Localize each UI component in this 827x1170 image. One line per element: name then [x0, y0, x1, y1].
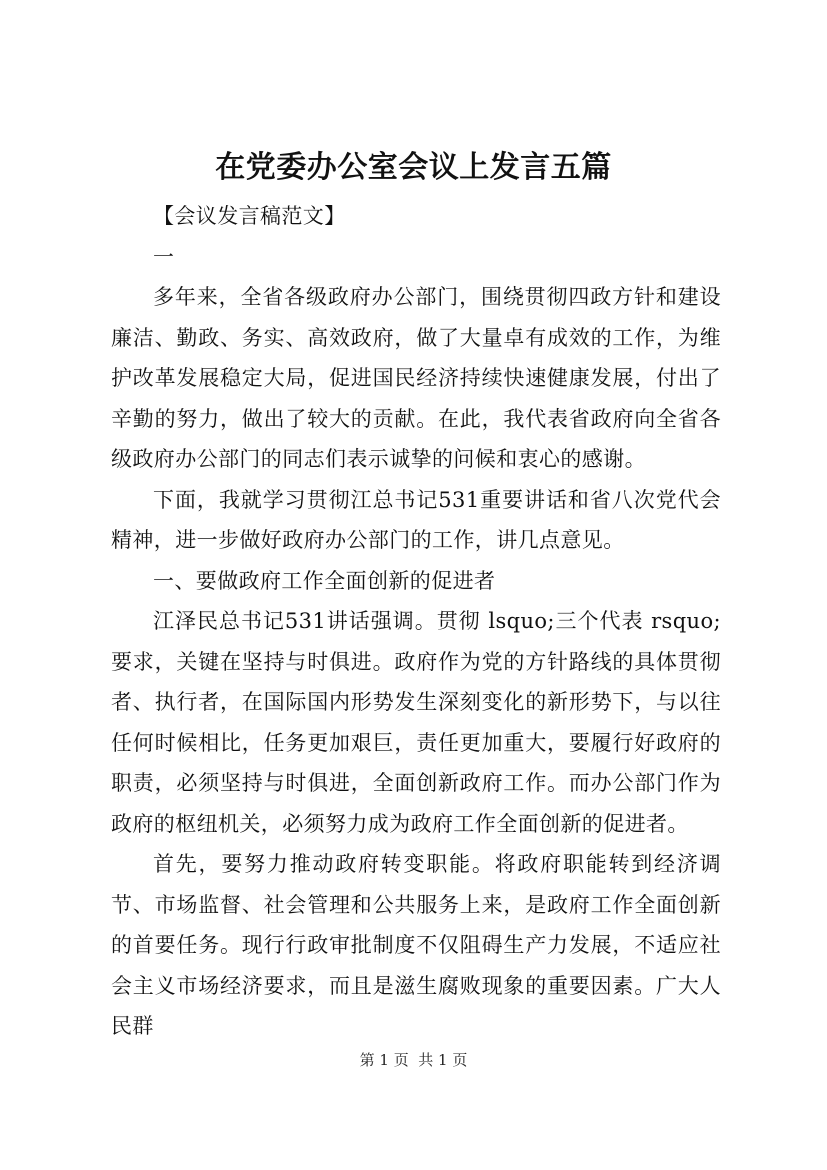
body-paragraph: 江泽民总书记531讲话强调。贯彻 lsquo;三个代表 rsquo;要求，关键在坚持与时俱进。政府作为党的方针路线的具体贯彻者、执行者，在国际国内形势发生深刻变化的新形势下，与以往任何时候相比，任务更加艰巨，责任更加重大，要履行好政府的职责，必须坚持与时俱进，全面创新政府工作。而办公部门作为政府的枢纽机关，必须努力成为政府工作全面创新的促进者。	[111, 609, 721, 836]
body-paragraph: 下面，我就学习贯彻江总书记531重要讲话和省八次党代会精神，进一步做好政府办公部门的工作，讲几点意见。	[111, 487, 721, 552]
document-body	[111, 196, 721, 1047]
document-title: 在党委办公室会议上发言五篇	[215, 150, 612, 185]
section-label: 【会议发言稿范文】	[153, 204, 346, 228]
section-heading: 一、要做政府工作全面创新的促进者	[153, 568, 496, 593]
body-paragraph: 多年来，全省各级政府办公部门，围绕贯彻四政方针和建设廉洁、勤政、务实、高效政府，做了大量卓有成效的工作，为维护改革发展稳定大局，促进国民经济持续快速健康发展，付出了辛勤的努力，做出了较大的贡献。在此，我代表省政府向全省各级政府办公部门的同志们表示诚挚的问候和衷心的感谢。	[111, 285, 721, 471]
body-paragraph: 首先，要努力推动政府转变职能。将政府职能转到经济调节、市场监督、社会管理和公共服务上来，是政府工作全面创新的首要任务。现行行政审批制度不仅阻碍生产力发展，不适应社会主义市场经济要求，而且是滋生腐败现象的重要因素。广大人民群	[111, 852, 721, 1038]
page-footer	[0, 1050, 827, 1070]
section-number: 一	[153, 244, 175, 269]
page-number: 第 1 页 共 1 页	[359, 1051, 468, 1069]
